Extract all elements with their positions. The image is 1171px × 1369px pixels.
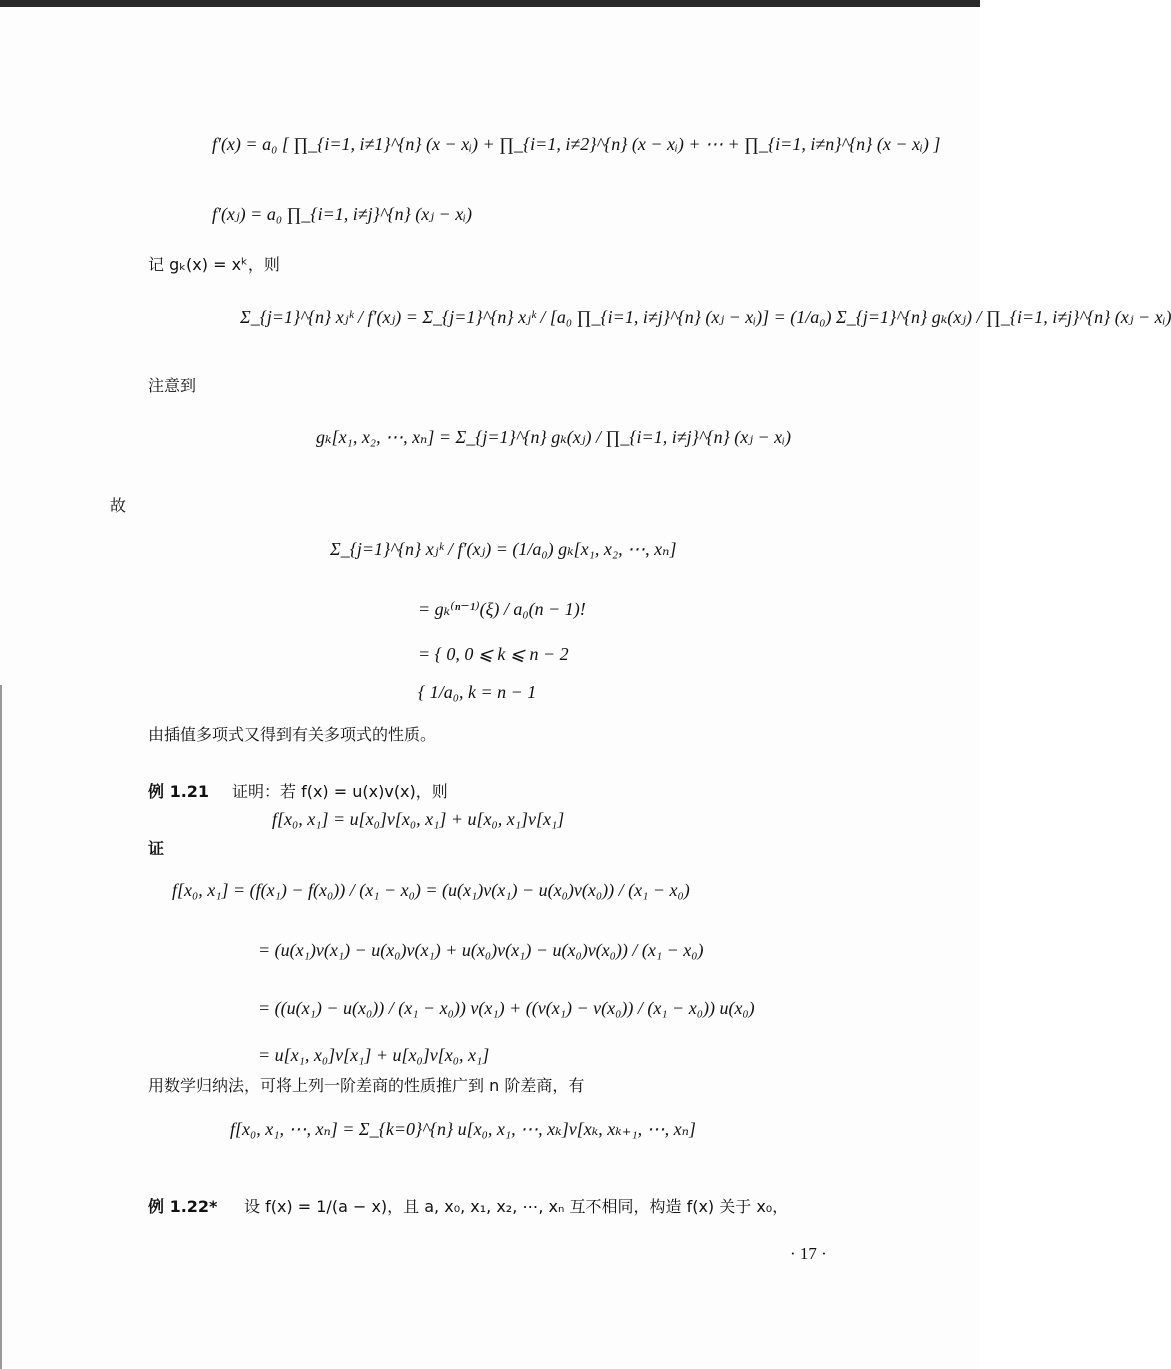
- formula-result-2: = gₖ⁽ⁿ⁻¹⁾(ξ) / a₀(n − 1)!: [418, 599, 586, 619]
- formula-result-1: Σ_{j=1}^{n} xⱼᵏ / f′(xⱼ) = (1/a₀) gₖ[x₁, x₂, ⋯, xₙ]: [330, 539, 677, 559]
- example-1-21-statement: 证明：若 f(x) = u(x)v(x)，则: [232, 782, 448, 801]
- formula-proof-4: = u[x₁, x₀]v[x₁] + u[x₀]v[x₀, x₁]: [258, 1045, 490, 1065]
- page-number: · 17 ·: [790, 1244, 827, 1263]
- formula-divided-difference-gk: gₖ[x₁, x₂, ⋯, xₙ] = Σ_{j=1}^{n} gₖ(xⱼ) / ∏_{i=1, i≠j}^{n} (xⱼ − xᵢ): [316, 427, 791, 447]
- example-1-22-statement: 设 f(x) = 1/(a − x)，且 a, x₀, x₁, x₂, ⋯, xₙ 互不相同，构造 f(x) 关于 x₀，: [244, 1197, 789, 1216]
- formula-result-case-2: { 1/a₀, k = n − 1: [418, 682, 537, 702]
- text-define-gk: 记 gₖ(x) = xᵏ，则: [148, 255, 280, 274]
- formula-proof-2: = (u(x₁)v(x₁) − u(x₀)v(x₁) + u(x₀)v(x₁) − u(x₀)v(x₀)) / (x₁ − x₀): [258, 940, 704, 960]
- formula-derivative-at-node: f′(xⱼ) = a₀ ∏_{i=1, i≠j}^{n} (xⱼ − xᵢ): [212, 204, 473, 224]
- formula-derivative-expansion: f′(x) = a₀ [ ∏_{i=1, i≠1}^{n} (x − xᵢ) + ∏_{i=1, i≠2}^{n} (x − xᵢ) + ⋯ + ∏_{i=1, i≠n}^{n} (x − xᵢ) ]: [212, 134, 941, 154]
- scan-edge: [0, 685, 2, 1369]
- text-therefore: 故: [110, 496, 127, 515]
- text-induction: 用数学归纳法，可将上列一阶差商的性质推广到 n 阶差商，有: [148, 1076, 585, 1095]
- proof-label: 证: [148, 839, 165, 858]
- text-property: 由插值多项式又得到有关多项式的性质。: [148, 725, 437, 744]
- formula-product-rule: f[x₀, x₁] = u[x₀]v[x₀, x₁] + u[x₀, x₁]v[x₁]: [272, 809, 565, 829]
- example-1-22-label: 例 1.22*: [148, 1197, 218, 1216]
- top-rule: [0, 0, 980, 7]
- example-1-21-label: 例 1.21: [148, 782, 210, 801]
- formula-result-case-1: = { 0, 0 ⩽ k ⩽ n − 2: [418, 644, 569, 664]
- formula-sum-identity: Σ_{j=1}^{n} xⱼᵏ / f′(xⱼ) = Σ_{j=1}^{n} xⱼᵏ / [a₀ ∏_{i=1, i≠j}^{n} (xⱼ − xᵢ)] = (1/a₀) Σ_{j=1}^{n} gₖ(xⱼ) / ∏_{i=1, i≠j}^{n} (xⱼ − xᵢ): [240, 307, 1171, 327]
- formula-leibniz-rule: f[x₀, x₁, ⋯, xₙ] = Σ_{k=0}^{n} u[x₀, x₁, ⋯, xₖ]v[xₖ, xₖ₊₁, ⋯, xₙ]: [230, 1119, 696, 1139]
- formula-proof-3: = ((u(x₁) − u(x₀)) / (x₁ − x₀)) v(x₁) + ((v(x₁) − v(x₀)) / (x₁ − x₀)) u(x₀): [258, 998, 755, 1018]
- formula-proof-1: f[x₀, x₁] = (f(x₁) − f(x₀)) / (x₁ − x₀) = (u(x₁)v(x₁) − u(x₀)v(x₀)) / (x₁ − x₀): [172, 880, 690, 900]
- text-note: 注意到: [148, 376, 197, 395]
